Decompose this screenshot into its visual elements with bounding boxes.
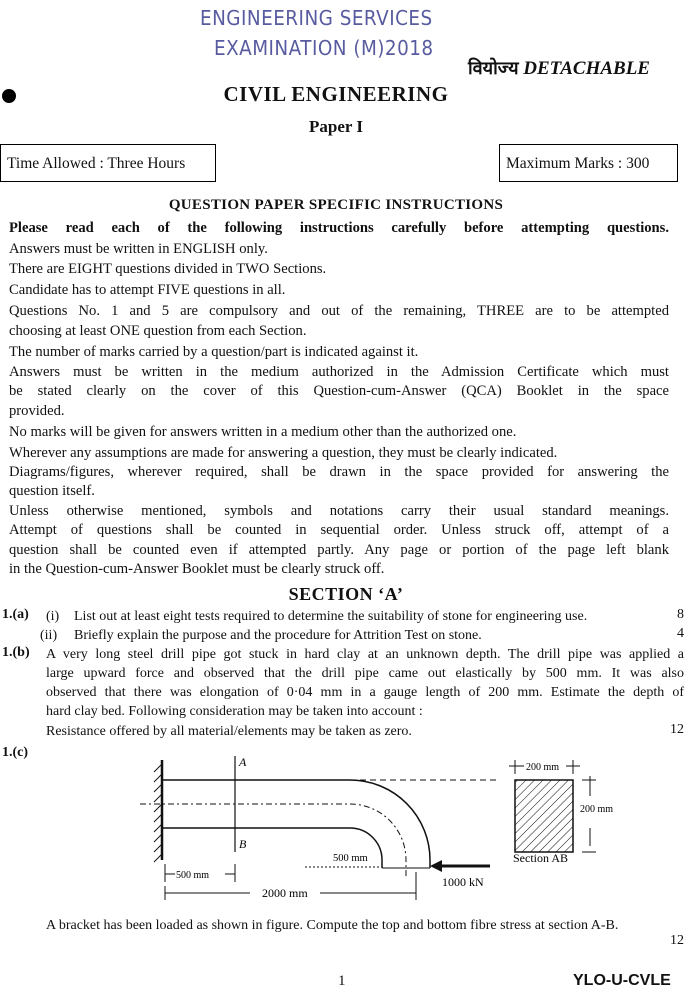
q1c-marks: 12: [670, 933, 684, 948]
instruction-line: Candidate has to attempt FIVE questions in all.: [9, 282, 286, 298]
q1a-ii-marks: 4: [677, 626, 684, 641]
q1a-ii-text: Briefly explain the purpose and the procedure for Attrition Test on stone.: [74, 628, 482, 643]
stamp-line-2: EXAMINATION (M)2018: [214, 36, 434, 60]
paper-code: YLO-U-CVLE: [573, 972, 671, 989]
q1c-text: A bracket has been loaded as shown in figure. Compute the top and bottom fibre stress at section A-B.: [46, 918, 619, 933]
q1a-ii-label: (ii): [40, 628, 58, 643]
instruction-line: No marks will be given for answers written in a medium other than the authorized one.: [9, 424, 517, 440]
max-marks-box: Maximum Marks : 300: [499, 144, 678, 182]
paper-title: Paper I: [309, 117, 363, 136]
q1a-i-text: List out at least eight tests required to determine the suitability of stone for engineering use.: [74, 609, 588, 624]
cross-section: [515, 780, 573, 852]
time-allowed-box: Time Allowed : Three Hours: [0, 144, 216, 182]
bracket-figure: [140, 750, 620, 910]
q1b-line: observed that there was elongation of 0·04 mm in a gauge length of 200 mm. Estimate the depth of: [46, 685, 684, 700]
detachable-english: DETACHABLE: [523, 58, 650, 79]
q1b-marks: 12: [670, 722, 684, 737]
q1a-i-marks: 8: [677, 607, 684, 622]
question-number-1c: 1.(c): [2, 745, 29, 760]
instruction-line: Answers must be written in the medium authorized in the Admission Certificate which must: [9, 364, 669, 380]
question-number-1a: 1.(a): [2, 607, 29, 622]
load-arrow: [430, 860, 490, 872]
fixed-wall: [154, 760, 162, 862]
q1b-last-line: Resistance offered by all material/elements may be taken as zero.: [46, 724, 412, 739]
detachable-label: [468, 56, 650, 80]
instruction-line: Answers must be written in ENGLISH only.: [9, 241, 268, 257]
instruction-line: question itself.: [9, 483, 95, 499]
question-number-1b: 1.(b): [2, 645, 30, 660]
instruction-line: in the Question-cum-Answer Booklet must be clearly struck off.: [9, 561, 385, 577]
bracket-shape: [162, 780, 430, 868]
label-b: B: [239, 837, 247, 851]
stamp-line-1: ENGINEERING SERVICES: [200, 6, 433, 30]
instruction-line: Diagrams/figures, wherever required, shall be drawn in the space provided for answering the: [9, 464, 669, 480]
detachable-hindi: वियोज्य: [468, 58, 519, 79]
instruction-line: Wherever any assumptions are made for answering a question, they must be clearly indicated.: [9, 445, 558, 461]
instruction-line: choosing at least ONE question from each Section.: [9, 323, 307, 339]
instructions-lead: Please read each of the following instructions carefully before attempting questions.: [9, 220, 669, 236]
dim-radius-500: 500 mm: [333, 853, 368, 864]
instruction-line: There are EIGHT questions divided in TWO Sections.: [9, 261, 327, 277]
q1b-line: hard clay bed. Following consideration may be taken into account :: [46, 704, 423, 719]
dim-2000: 2000 mm: [262, 886, 308, 900]
instructions-heading: QUESTION PAPER SPECIFIC INSTRUCTIONS: [168, 197, 504, 213]
page-number: 1: [338, 973, 346, 989]
instruction-line: Attempt of questions shall be counted in sequential order. Unless struck off, attempt of a: [9, 522, 669, 538]
section-caption: Section AB: [513, 851, 569, 865]
label-a: A: [239, 755, 247, 769]
subject-title: CIVIL ENGINEERING: [223, 82, 449, 106]
q1b-line: large upward force and observed that the drill pipe came out elastically by 500 mm. It was also: [46, 666, 684, 681]
load-label: 1000 kN: [442, 875, 484, 889]
section-heading: SECTION ‘A’: [288, 584, 404, 604]
instruction-line: Questions No. 1 and 5 are compulsory and out of the remaining, THREE are to be attempted: [9, 303, 669, 319]
dim-500-left: 500 mm: [176, 870, 210, 881]
q1b-line: A very long steel drill pipe got stuck in hard clay at an unknown depth. The drill pipe was applied a: [46, 647, 684, 662]
instruction-line: The number of marks carried by a question/part is indicated against it.: [9, 344, 419, 360]
q1a-i-label: (i): [46, 609, 60, 624]
instruction-line: be stated clearly on the cover of this Question-cum-Answer (QCA) Booklet in the space: [9, 383, 669, 399]
instruction-line: provided.: [9, 403, 65, 419]
instruction-line: Unless otherwise mentioned, symbols and notations carry their usual standard meanings.: [9, 503, 669, 519]
dim-section-width: 200 mm: [526, 762, 560, 773]
instruction-line: question shall be counted even if attempted partly. Any page or portion of the page left blank: [9, 542, 669, 558]
dim-section-height: 200 mm: [580, 804, 614, 815]
